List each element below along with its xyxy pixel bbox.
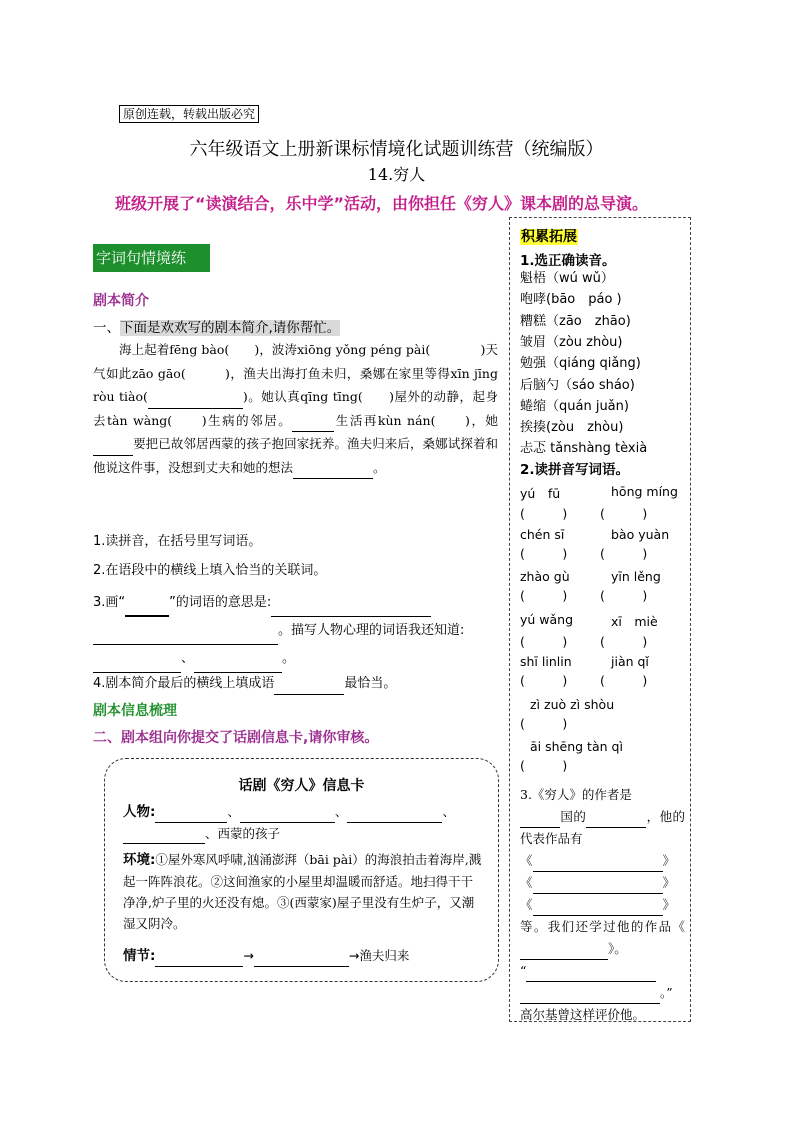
people-tail: 、西蒙的孩子 — [205, 826, 281, 841]
answer-blank[interactable] — [93, 455, 133, 456]
quote-mark: 》 — [662, 897, 676, 912]
quote-mark: 》 — [608, 941, 615, 956]
answer-box[interactable]: ( ) — [520, 588, 568, 603]
para-text: 生活再 — [334, 412, 378, 428]
pinyin-word: xī miè — [611, 613, 658, 629]
quote-mark: 》 — [662, 853, 676, 868]
para-text: ( )屋外的动静，起身去 — [93, 389, 498, 428]
pinyin-word: āi shēng tàn qì — [530, 739, 623, 754]
answer-blank[interactable] — [526, 981, 656, 982]
pinyin-word: yīn lěng — [611, 569, 661, 584]
question-two: 二、剧本组向你提交了话剧信息卡,请你审核。 — [93, 730, 379, 746]
answer-blank[interactable] — [586, 827, 646, 828]
side-panel — [509, 217, 691, 1022]
item-2: 2.在语段中的横线上填入恰当的关联词。 — [93, 563, 327, 578]
para-text: ( )，渔夫出海打鱼未归，桑娜在家里等得 — [180, 365, 451, 381]
pinyin-group — [520, 569, 680, 604]
answer-blank[interactable] — [271, 616, 431, 617]
q1-text: 下面是欢欢写的剧本简介,请你帮忙。 — [120, 320, 341, 336]
people-label: 人物: — [123, 804, 156, 820]
pinyin-group — [520, 697, 680, 732]
section-words-banner: 字词句情境练 — [93, 244, 210, 272]
pinyin-word: yú fū — [520, 486, 561, 501]
quote-mark: 《 — [520, 875, 533, 890]
copyright-stamp: 原创连载，转载出版必究 — [119, 105, 259, 123]
side-s1: 1.选正确读音。 — [520, 253, 616, 269]
env-text: ①屋外寒风呼啸,汹涌澎湃（bāi pài）的海浪拍击着海岸,溅起一阵阵浪花。②这间渔家的小屋里却温暖而舒适。地扫得干干净净,炉子里的火还没有熄。③(西蒙家)屋子里没有生炉子，又潮湿又阴冷。 — [123, 852, 482, 931]
answer-blank[interactable] — [293, 478, 373, 479]
pinyin-word: yú wǎng — [520, 611, 574, 627]
s3-text: 3.《穷人》的作者是 — [520, 787, 632, 802]
item-1: 1.读拼音，在括号里写词语。 — [93, 534, 262, 549]
answer-box[interactable]: ( ) — [600, 673, 648, 688]
answer-blank[interactable] — [155, 822, 227, 823]
reading-item[interactable]: 魁梧（wú wǔ） — [520, 271, 614, 286]
reading-item[interactable]: 勉强（qiáng qiǎng) — [520, 356, 641, 372]
card-plot — [123, 945, 483, 967]
s3-text: ，他的代表作品有 — [520, 809, 685, 846]
answer-box[interactable]: ( ) — [600, 545, 648, 561]
arrow-icon: → — [348, 948, 360, 963]
answer-box[interactable]: ( ) — [520, 715, 568, 731]
answer-blank[interactable] — [254, 966, 349, 967]
answer-box[interactable]: ( ) — [520, 758, 568, 773]
answer-box[interactable]: ( ) — [520, 545, 568, 561]
page-title: 六年级语文上册新课标情境化试题训练营（统编版） — [189, 139, 604, 160]
answer-blank[interactable] — [520, 827, 560, 828]
para-text: 。她认真 — [247, 389, 301, 404]
pinyin-word: hōng míng — [611, 484, 678, 499]
answer-box[interactable]: ( ) — [520, 673, 568, 688]
pinyin: xiōng yǒng péng pài — [297, 342, 426, 357]
item-4 — [93, 673, 396, 695]
answer-box[interactable]: ( ) — [520, 506, 568, 521]
answer-blank[interactable] — [520, 1003, 660, 1004]
pinyin-word: zì zuò zì shòu — [530, 696, 615, 712]
separator: 、 — [442, 804, 455, 819]
plot-label: 情节: — [123, 948, 156, 964]
underline-sample — [125, 615, 169, 617]
info-card — [104, 758, 499, 982]
para-text: ( )天气如此 — [93, 342, 498, 381]
item-3-text: 3.画“ — [93, 595, 126, 610]
pinyin-group — [520, 484, 680, 522]
script-intro-heading: 剧本简介 — [93, 293, 149, 309]
separator: 、 — [334, 804, 348, 819]
answer-box[interactable]: ( ) — [600, 506, 648, 521]
intro-text: 班级开展了“读演结合，乐中学”活动，由你担任《穷人》课本剧的总导演。 — [115, 194, 649, 213]
reading-item[interactable]: 皱眉（zòu zhòu) — [520, 334, 623, 350]
para-text: 。 — [373, 459, 386, 475]
pinyin: zāo gāo — [131, 365, 181, 381]
card-people — [123, 801, 483, 844]
separator: 、 — [227, 804, 240, 819]
para-text: 海上起着 — [119, 342, 170, 357]
answer-blank[interactable] — [533, 893, 663, 894]
pinyin-word: bào yuàn — [611, 526, 670, 542]
item-3-text: 。描写人物心理的词语我还知道: — [278, 623, 465, 638]
quote-mark: 《 — [520, 853, 533, 868]
script-paragraph: 海上起着fēng bào( )，波涛xiōng yǒng péng pài( )天气如此zāo gāo( )，渔夫出海打鱼未归，桑娜在家里等得xīn jīng ròu tiào( )。她认真qīng tīng( )屋外的动静，起身去tàn wàng( )生病的邻居。 生活再kùn nán( )，她要把已故邻居西蒙的孩子抱回家抚养。渔夫归来后，桑娜试探着和他说这件事，没想到丈夫和她的想法 。 — [93, 338, 498, 479]
answer-blank[interactable] — [347, 822, 442, 823]
reading-item[interactable]: 挨揍(zòu zhòu) — [520, 420, 624, 436]
pinyin-word: chén sī — [520, 526, 565, 542]
info-heading: 剧本信息梳理 — [93, 703, 177, 719]
pinyin: tàn wàng — [107, 412, 168, 428]
answer-box[interactable]: ( ) — [600, 633, 648, 649]
question-one — [93, 316, 340, 336]
pinyin-group — [520, 612, 680, 650]
answer-blank[interactable] — [240, 822, 335, 823]
pinyin: xīn jīng ròu tiào — [93, 365, 498, 404]
answer-blank[interactable] — [292, 431, 334, 432]
pinyin-word: zhào gù — [520, 569, 570, 584]
answer-box[interactable]: ( ) — [520, 633, 568, 649]
para-text: 要把已故邻居西蒙的孩子抱回家抚养。渔夫归来后，桑娜试探着和他说这件事，没想到丈夫和她的想法 — [93, 436, 498, 475]
side-s2: 2.读拼音写词语。 — [520, 462, 630, 478]
s3-text: 国的 — [560, 809, 587, 824]
q1-prefix: 一、 — [93, 320, 120, 336]
reading-item[interactable]: 糟糕（zāo zhāo) — [520, 313, 631, 329]
env-label: 环境: — [123, 852, 156, 868]
item-3-text: ”的词语的意思是: — [169, 595, 272, 610]
quote-mark: 》 — [662, 875, 676, 890]
s3-text: 高尔基曾这样评价他。 — [520, 1007, 646, 1022]
reading-item[interactable]: 忐忑 tǎnshàng tèxià — [520, 441, 648, 457]
answer-box[interactable]: ( ) — [600, 588, 648, 603]
reading-item[interactable]: 咆哮(bāo páo ) — [520, 292, 622, 308]
arrow-icon: → — [243, 948, 254, 963]
card-title: 话剧《穷人》信息卡 — [238, 778, 365, 794]
pinyin: qīng tīng — [300, 389, 358, 404]
s3-text: 。” — [660, 985, 673, 1000]
item-4-text: 最恰当。 — [344, 676, 397, 691]
pinyin: fēng bào — [169, 342, 225, 357]
s3-text: 等。我们还学过他的作品 — [520, 919, 673, 934]
lesson-title: 14.穷人 — [367, 165, 426, 184]
para-text: ( )，她 — [430, 412, 498, 428]
side-s3 — [520, 784, 685, 1026]
quote-mark: 《 — [672, 919, 685, 934]
answer-blank[interactable] — [155, 966, 243, 967]
s3-text: “ — [520, 963, 527, 978]
pinyin-group — [520, 739, 680, 774]
card-environment — [123, 849, 483, 934]
answer-blank[interactable] — [93, 644, 278, 645]
item-3-text: 。 — [282, 651, 296, 666]
pinyin-word: jiàn qǐ — [611, 654, 649, 669]
para-text: ( )，波涛 — [224, 342, 298, 357]
answer-blank[interactable] — [520, 959, 608, 960]
pinyin: kùn nán — [377, 412, 431, 428]
pinyin-group — [520, 527, 680, 562]
plot-tail: 渔夫归来 — [359, 948, 410, 963]
answer-blank[interactable] — [123, 843, 205, 844]
reading-item[interactable]: 后脑勺（sáo sháo) — [520, 377, 635, 393]
pinyin-group — [520, 654, 680, 689]
item-3 — [93, 589, 498, 673]
side-header: 积累拓展 — [521, 229, 577, 245]
answer-blank[interactable] — [533, 915, 663, 916]
answer-blank[interactable] — [274, 694, 344, 695]
answer-blank[interactable] — [148, 408, 243, 409]
para-text: ( )生病的邻居。 — [167, 412, 293, 428]
reading-item[interactable]: 蜷缩（quán juǎn) — [520, 398, 629, 414]
pinyin-word: shī linlin — [520, 654, 572, 669]
answer-blank[interactable] — [533, 871, 663, 872]
item-4-text: 4.剧本简介最后的横线上填成语 — [93, 676, 275, 691]
s3-text: 。 — [614, 941, 627, 956]
quote-mark: 《 — [520, 897, 533, 912]
item-3-text: 、 — [181, 651, 195, 666]
